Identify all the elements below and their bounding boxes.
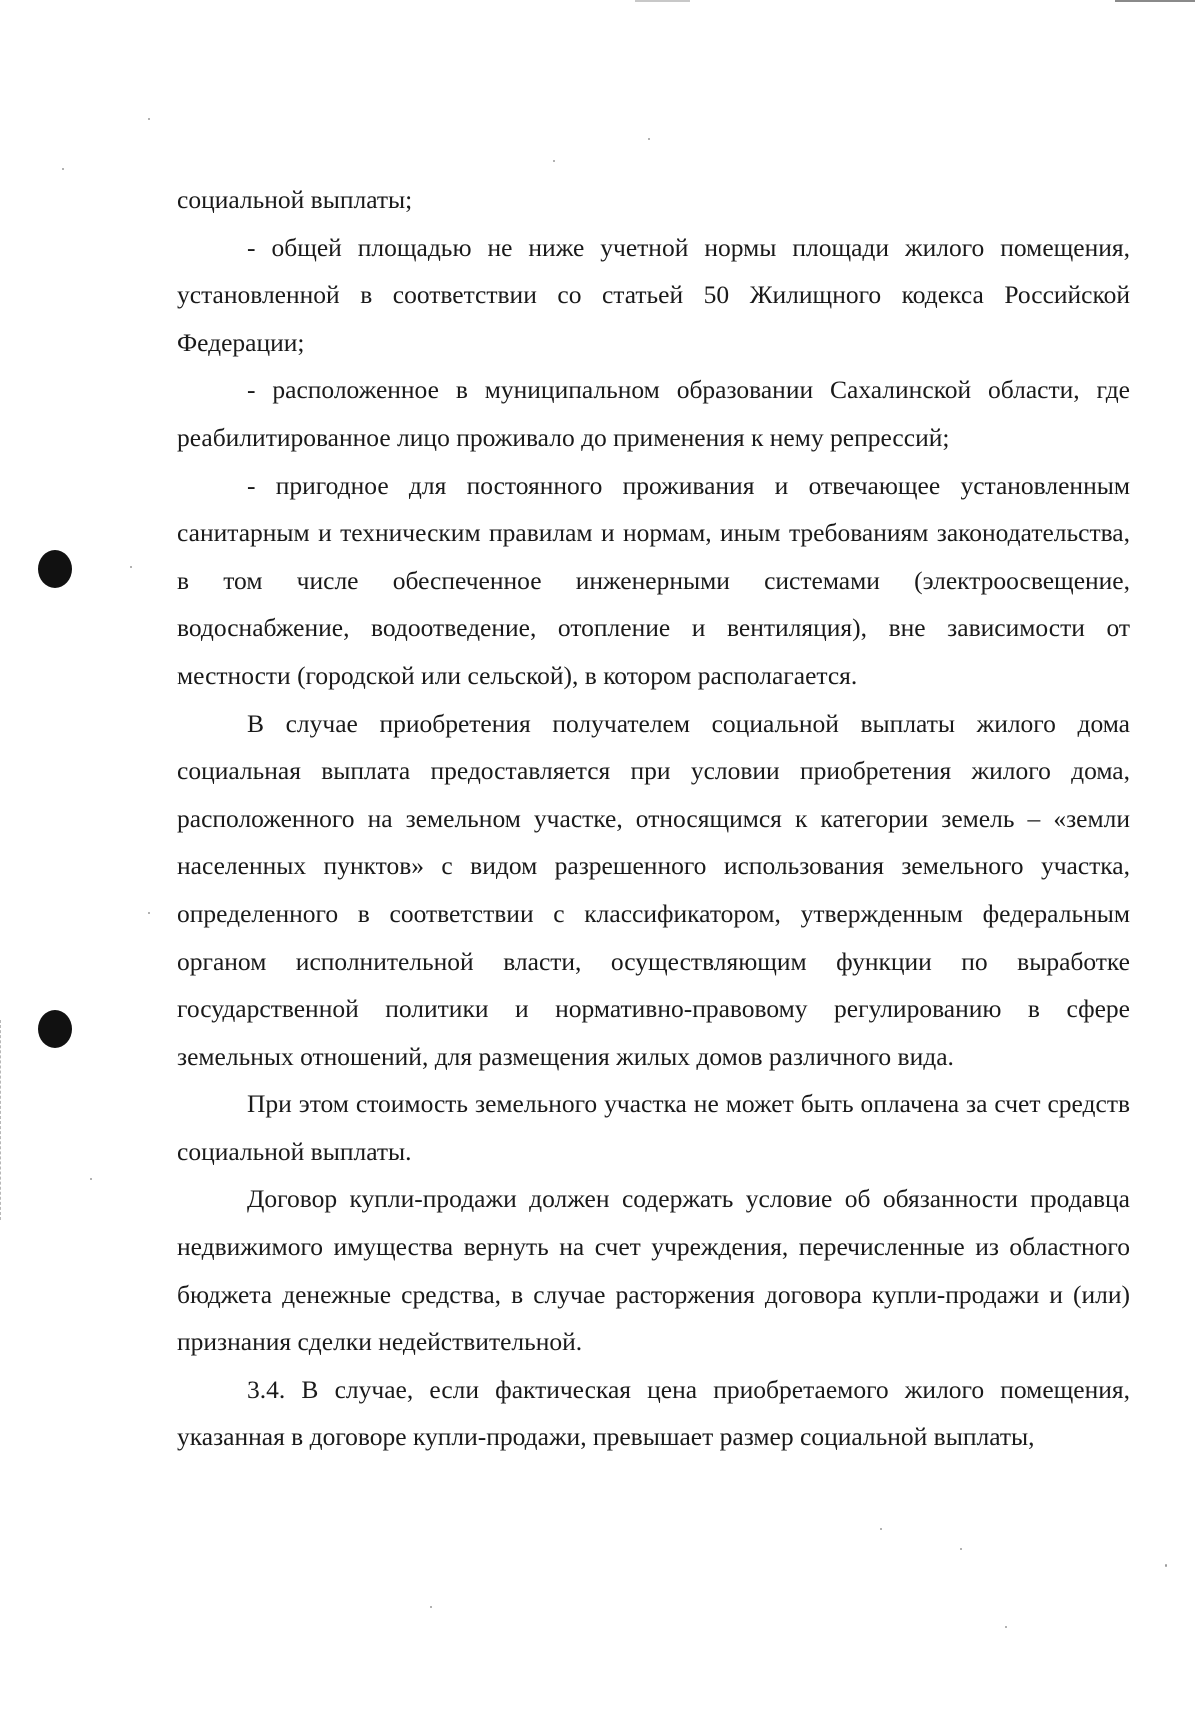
hole-punch-mark [38, 1010, 72, 1048]
scan-speck [62, 168, 64, 170]
scan-speck [148, 118, 150, 120]
scan-artifact-top [1115, 0, 1195, 2]
hole-punch-mark [38, 550, 72, 588]
scan-speck [430, 1606, 432, 1608]
scan-speck [960, 1548, 962, 1550]
paragraph-suitability-requirement: - пригодное для постоянного проживания и отвечающее установленным санитарным и техническим правилам и нормам, иным требованиям законодательства, в том числе обеспеченное инженерными системами (электроосвещение, водоснабжение, водоотведение, отопление и вентиляция), вне зависимости от местности (городской или сельской), в котором располагается. [177, 470, 1130, 690]
scan-artifact-top-small [635, 0, 690, 2]
scan-speck [130, 566, 132, 568]
paragraph-land-cost: При этом стоимость земельного участка не может быть оплачена за счет средств социальной выплаты. [177, 1089, 1130, 1166]
scan-speck [553, 160, 555, 162]
scan-speck [90, 1178, 92, 1180]
document-body [177, 176, 1130, 1461]
scan-speck [1165, 1564, 1167, 1567]
paragraph-section-3-4: 3.4. В случае, если фактическая цена приобретаемого жилого помещения, указанная в договоре купли-продажи, превышает размер социальной выплаты, [177, 1374, 1130, 1452]
paragraph-contract-terms: Договор купли-продажи должен содержать условие об обязанности продавца недвижимого имущества вернуть на счет учреждения, перечисленные из областного бюджета денежные средства, в случае расторжения договора купли-продажи и (или) признания сделки недействительной. [177, 1184, 1130, 1357]
paragraph-house-purchase: В случае приобретения получателем социальной выплаты жилого дома социальная выплата предоставляется при условии приобретения жилого дома, расположенного на земельном участке, относящимся к категории земель – «земли населенных пунктов» с видом разрешенного использования земельного участка, определенного в соответствии с классификатором, утвержденным федеральным органом исполнительной власти, осуществляющим функции по выработке государственной политики и нормативно-правовому регулированию в сфере земельных отношений, для размещения жилых домов различного вида. [177, 708, 1130, 1071]
paragraph-area-requirement: - общей площадью не ниже учетной нормы площади жилого помещения, установленной в соответствии со статьей 50 Жилищного кодекса Российской Федерации; [177, 232, 1130, 357]
paragraph-continuation: социальной выплаты; [177, 185, 413, 214]
scan-speck [148, 912, 150, 914]
scan-speck [880, 1528, 882, 1530]
scan-speck [648, 138, 650, 140]
scan-edge-artifact [0, 1020, 3, 1220]
paragraph-location-requirement: - расположенное в муниципальном образовании Сахалинской области, где реабилитированное лицо проживало до применения к нему репрессий; [177, 375, 1130, 452]
scan-speck [1005, 1626, 1007, 1628]
